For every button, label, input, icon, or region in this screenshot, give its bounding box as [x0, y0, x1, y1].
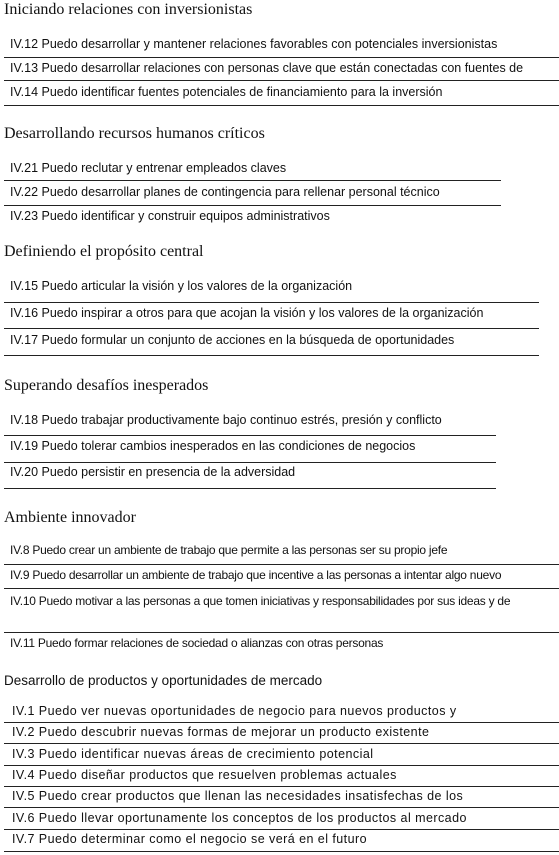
list-item: IV.4 Puedo diseñar productos que resuelven problemas actuales	[12, 768, 397, 782]
divider	[4, 588, 559, 589]
section-heading-productos: Desarrollo de productos y oportunidades de mercado	[4, 673, 323, 688]
divider	[4, 786, 559, 787]
list-item: IV.8 Puedo crear un ambiente de trabajo que permite a las personas ser su propio jefe	[10, 543, 448, 557]
divider	[4, 105, 559, 106]
list-item: IV.23 Puedo identificar y construir equipos administrativos	[10, 209, 330, 223]
divider	[4, 302, 539, 303]
divider	[4, 205, 501, 206]
divider	[4, 435, 496, 436]
list-item: IV.15 Puedo articular la visión y los valores de la organización	[10, 279, 353, 293]
divider	[4, 355, 539, 356]
divider	[4, 807, 559, 808]
list-item: IV.1 Puedo ver nuevas oportunidades de negocio para nuevos productos y	[12, 704, 457, 718]
list-item: IV.5 Puedo crear productos que llenan las necesidades insatisfechas de los	[12, 789, 464, 803]
list-item: IV.12 Puedo desarrollar y mantener relaciones favorables con potenciales inversionistas	[10, 37, 498, 51]
list-item: IV.7 Puedo determinar como el negocio se verá en el futuro	[12, 832, 368, 846]
list-item: IV.6 Puedo llevar oportunamente los conceptos de los productos al mercado	[12, 811, 467, 825]
list-item: IV.13 Puedo desarrollar relaciones con personas clave que están conectadas con fuentes de	[10, 61, 524, 75]
section-heading-desafios: Superando desafíos inesperados	[4, 377, 209, 394]
divider	[4, 328, 539, 329]
divider	[4, 829, 559, 830]
list-item: IV.19 Puedo tolerar cambios inesperados en las condiciones de negocios	[10, 439, 416, 453]
section-heading-recursos-humanos: Desarrollando recursos humanos críticos	[4, 125, 265, 142]
list-item: IV.11 Puedo formar relaciones de sociedad o alianzas con otras personas	[10, 636, 384, 650]
list-item: IV.3 Puedo identificar nuevas áreas de crecimiento potencial	[12, 747, 374, 761]
list-item: IV.22 Puedo desarrollar planes de contingencia para rellenar personal técnico	[10, 185, 440, 199]
divider	[4, 488, 496, 489]
divider	[4, 80, 559, 81]
list-item: IV.14 Puedo identificar fuentes potenciales de financiamiento para la inversión	[10, 85, 443, 99]
section-heading-proposito: Definiendo el propósito central	[4, 243, 204, 260]
list-item: IV.17 Puedo formular un conjunto de acciones en la búsqueda de oportunidades	[10, 333, 455, 347]
list-item: IV.2 Puedo descubrir nuevas formas de mejorar un producto existente	[12, 725, 430, 739]
divider	[4, 462, 496, 463]
section-heading-inversionistas: Iniciando relaciones con inversionistas	[4, 1, 253, 18]
divider	[4, 722, 559, 723]
list-item: IV.20 Puedo persistir en presencia de la adversidad	[10, 465, 296, 479]
section-heading-ambiente: Ambiente innovador	[4, 509, 136, 526]
divider	[4, 765, 559, 766]
divider	[4, 632, 559, 633]
list-item: IV.16 Puedo inspirar a otros para que acojan la visión y los valores de la organización	[10, 306, 484, 320]
divider	[4, 57, 559, 58]
divider	[4, 743, 559, 744]
list-item: IV.21 Puedo reclutar y entrenar empleados claves	[10, 161, 287, 175]
divider	[4, 851, 559, 852]
list-item: IV.18 Puedo trabajar productivamente bajo continuo estrés, presión y conflicto	[10, 413, 442, 427]
divider	[4, 180, 501, 181]
divider	[4, 564, 559, 565]
list-item: IV.9 Puedo desarrollar un ambiente de trabajo que incentive a las personas a intentar algo nuevo	[10, 568, 502, 582]
list-item: IV.10 Puedo motivar a las personas a que tomen iniciativas y responsabilidades por sus ideas y de	[10, 594, 511, 608]
